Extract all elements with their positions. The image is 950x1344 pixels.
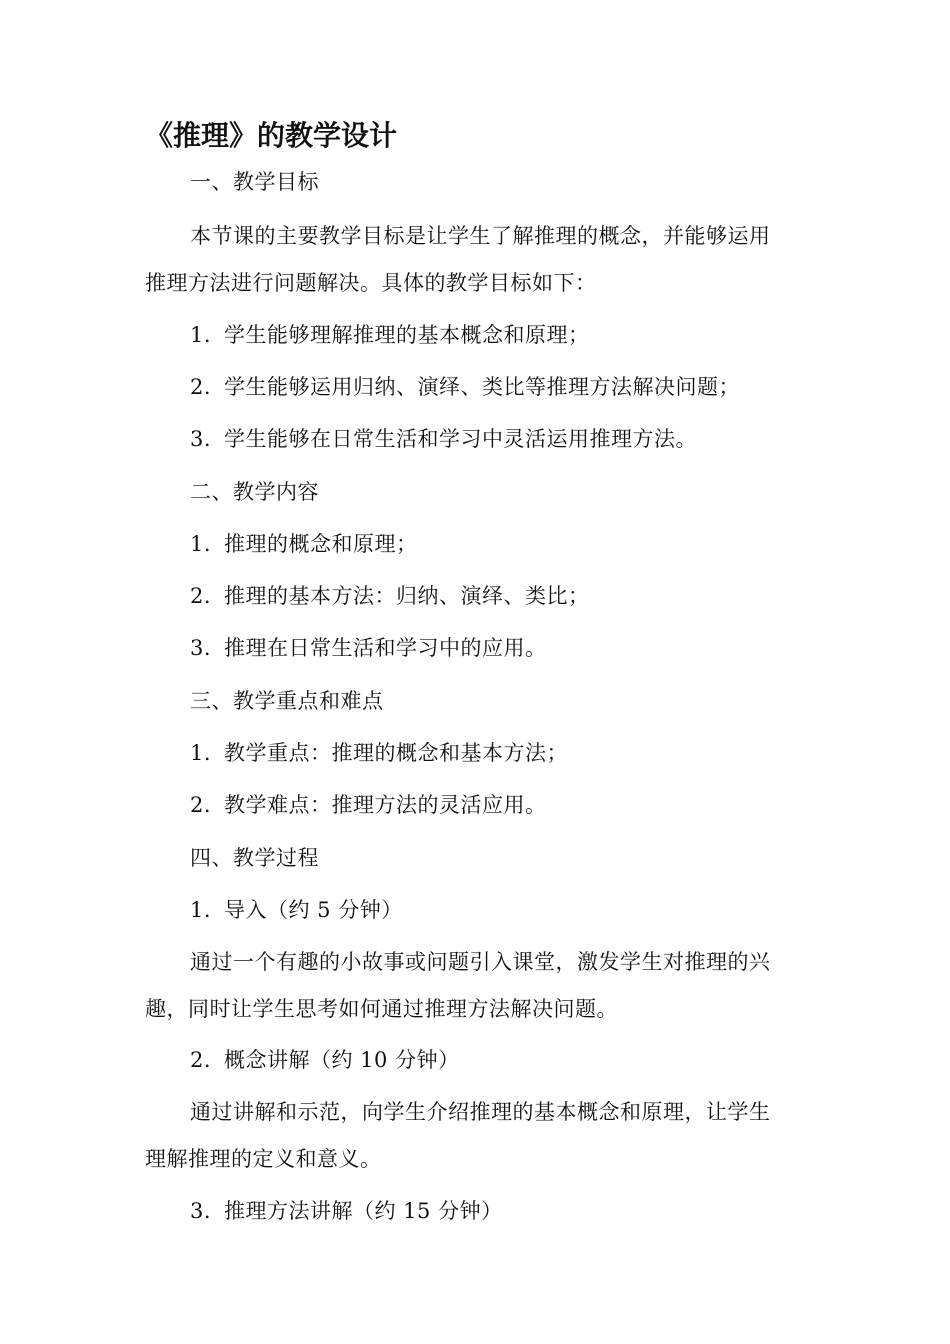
item-number: 2. <box>190 584 212 608</box>
document-title: 《推理》的教学设计 <box>145 119 398 152</box>
step-title: 概念讲解（约 10 分钟） <box>224 1048 460 1072</box>
objective-item <box>190 372 740 402</box>
item-text: 推理在日常生活和学习中的应用。 <box>224 636 547 660</box>
process-step-desc-line1: 通过讲解和示范，向学生介绍推理的基本概念和原理，让学生 <box>190 1100 771 1124</box>
objective-item <box>190 424 697 454</box>
item-text: 教学重点：推理的概念和基本方法； <box>224 741 568 765</box>
keypoint-item <box>190 790 547 820</box>
process-step-label <box>190 895 403 925</box>
step-number: 1. <box>190 898 212 922</box>
item-text: 学生能够在日常生活和学习中灵活运用推理方法。 <box>224 427 697 451</box>
section-heading-objectives: 一、教学目标 <box>190 170 319 194</box>
keypoint-item <box>190 738 568 768</box>
objectives-intro-line2: 推理方法进行问题解决。具体的教学目标如下： <box>145 271 597 295</box>
item-number: 1. <box>190 741 212 765</box>
item-number: 1. <box>190 532 212 556</box>
section-heading-process: 四、教学过程 <box>190 846 319 870</box>
objective-item <box>190 320 590 350</box>
process-step-desc-line2: 趣，同时让学生思考如何通过推理方法解决问题。 <box>145 997 618 1021</box>
content-item <box>190 529 418 559</box>
content-item <box>190 581 590 611</box>
item-text: 学生能够理解推理的基本概念和原理； <box>224 323 590 347</box>
process-step-desc-line1: 通过一个有趣的小故事或问题引入课堂，激发学生对推理的兴 <box>190 950 771 974</box>
step-number: 3. <box>190 1199 212 1223</box>
item-text: 教学难点：推理方法的灵活应用。 <box>224 793 547 817</box>
item-number: 3. <box>190 427 212 451</box>
process-step-label <box>190 1196 503 1226</box>
step-title: 导入（约 5 分钟） <box>224 898 403 922</box>
step-number: 2. <box>190 1048 212 1072</box>
process-step-desc-line2: 理解推理的定义和意义。 <box>145 1147 382 1171</box>
step-title: 推理方法讲解（约 15 分钟） <box>224 1199 503 1223</box>
item-text: 学生能够运用归纳、演绎、类比等推理方法解决问题； <box>224 375 740 399</box>
item-text: 推理的概念和原理； <box>224 532 418 556</box>
item-number: 3. <box>190 636 212 660</box>
item-number: 2. <box>190 375 212 399</box>
item-text: 推理的基本方法：归纳、演绎、类比； <box>224 584 590 608</box>
section-heading-content: 二、教学内容 <box>190 480 319 504</box>
section-heading-keypoints: 三、教学重点和难点 <box>190 689 384 713</box>
item-number: 2. <box>190 793 212 817</box>
process-step-label <box>190 1045 460 1075</box>
objectives-intro-line1: 本节课的主要教学目标是让学生了解推理的概念，并能够运用 <box>190 224 771 248</box>
content-item <box>190 633 547 663</box>
item-number: 1. <box>190 323 212 347</box>
